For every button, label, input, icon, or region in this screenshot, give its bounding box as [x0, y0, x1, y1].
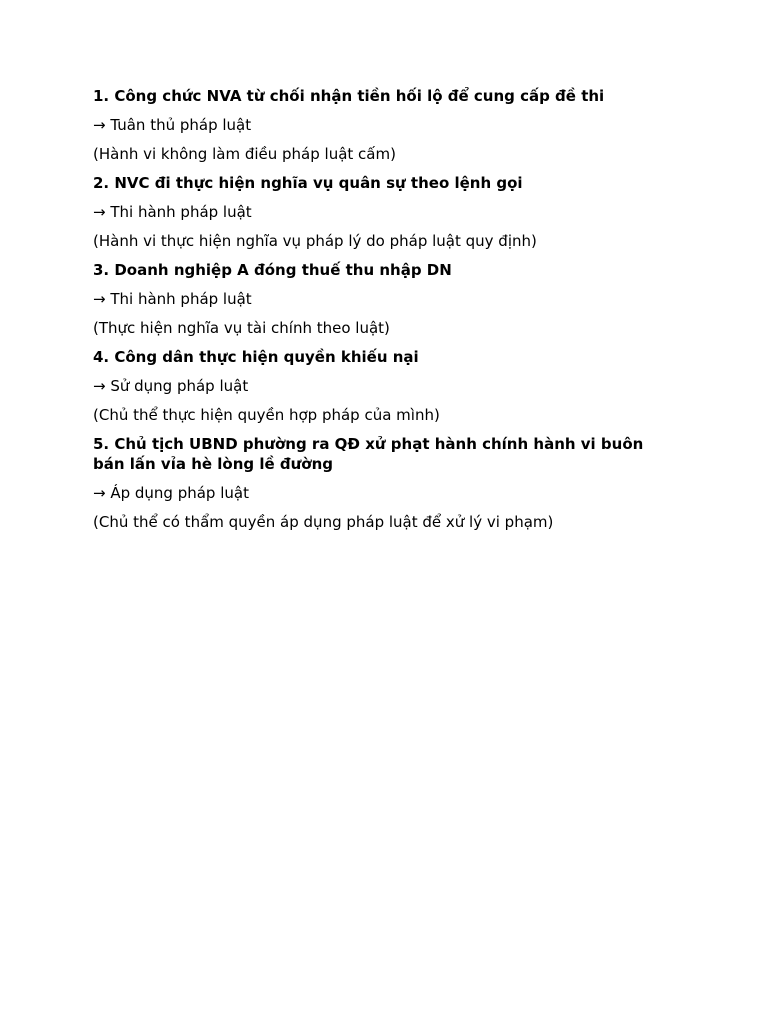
question-explanation: (Chủ thể thực hiện quyền hợp pháp của mình): [93, 406, 440, 424]
question-explanation: (Chủ thể có thẩm quyền áp dụng pháp luật để xử lý vi phạm): [93, 513, 554, 531]
question-explanation: (Thực hiện nghĩa vụ tài chính theo luật): [93, 319, 390, 337]
question-answer: → Áp dụng pháp luật: [93, 484, 249, 502]
question-answer: → Thi hành pháp luật: [93, 290, 252, 308]
question-answer: → Sử dụng pháp luật: [93, 377, 249, 395]
question-item-2: [93, 173, 673, 251]
question-item-1: [93, 86, 673, 164]
question-explanation: (Hành vi không làm điều pháp luật cấm): [93, 145, 396, 163]
question-answer: → Thi hành pháp luật: [93, 203, 252, 221]
question-answer: → Tuân thủ pháp luật: [93, 116, 252, 134]
question-heading: 3. Doanh nghiệp A đóng thuế thu nhập DN: [93, 261, 452, 279]
question-item-4: [93, 347, 673, 425]
question-heading: 4. Công dân thực hiện quyền khiếu nại: [93, 348, 419, 366]
question-item-5: [93, 434, 673, 532]
question-heading: 1. Công chức NVA từ chối nhận tiền hối lộ để cung cấp đề thi: [93, 87, 605, 105]
question-heading: 5. Chủ tịch UBND phường ra QĐ xử phạt hành chính hành vi buôn bán lấn vỉa hè lòng lề đường: [93, 435, 644, 473]
question-item-3: [93, 260, 673, 338]
question-heading: 2. NVC đi thực hiện nghĩa vụ quân sự theo lệnh gọi: [93, 174, 523, 192]
question-explanation: (Hành vi thực hiện nghĩa vụ pháp lý do pháp luật quy định): [93, 232, 537, 250]
